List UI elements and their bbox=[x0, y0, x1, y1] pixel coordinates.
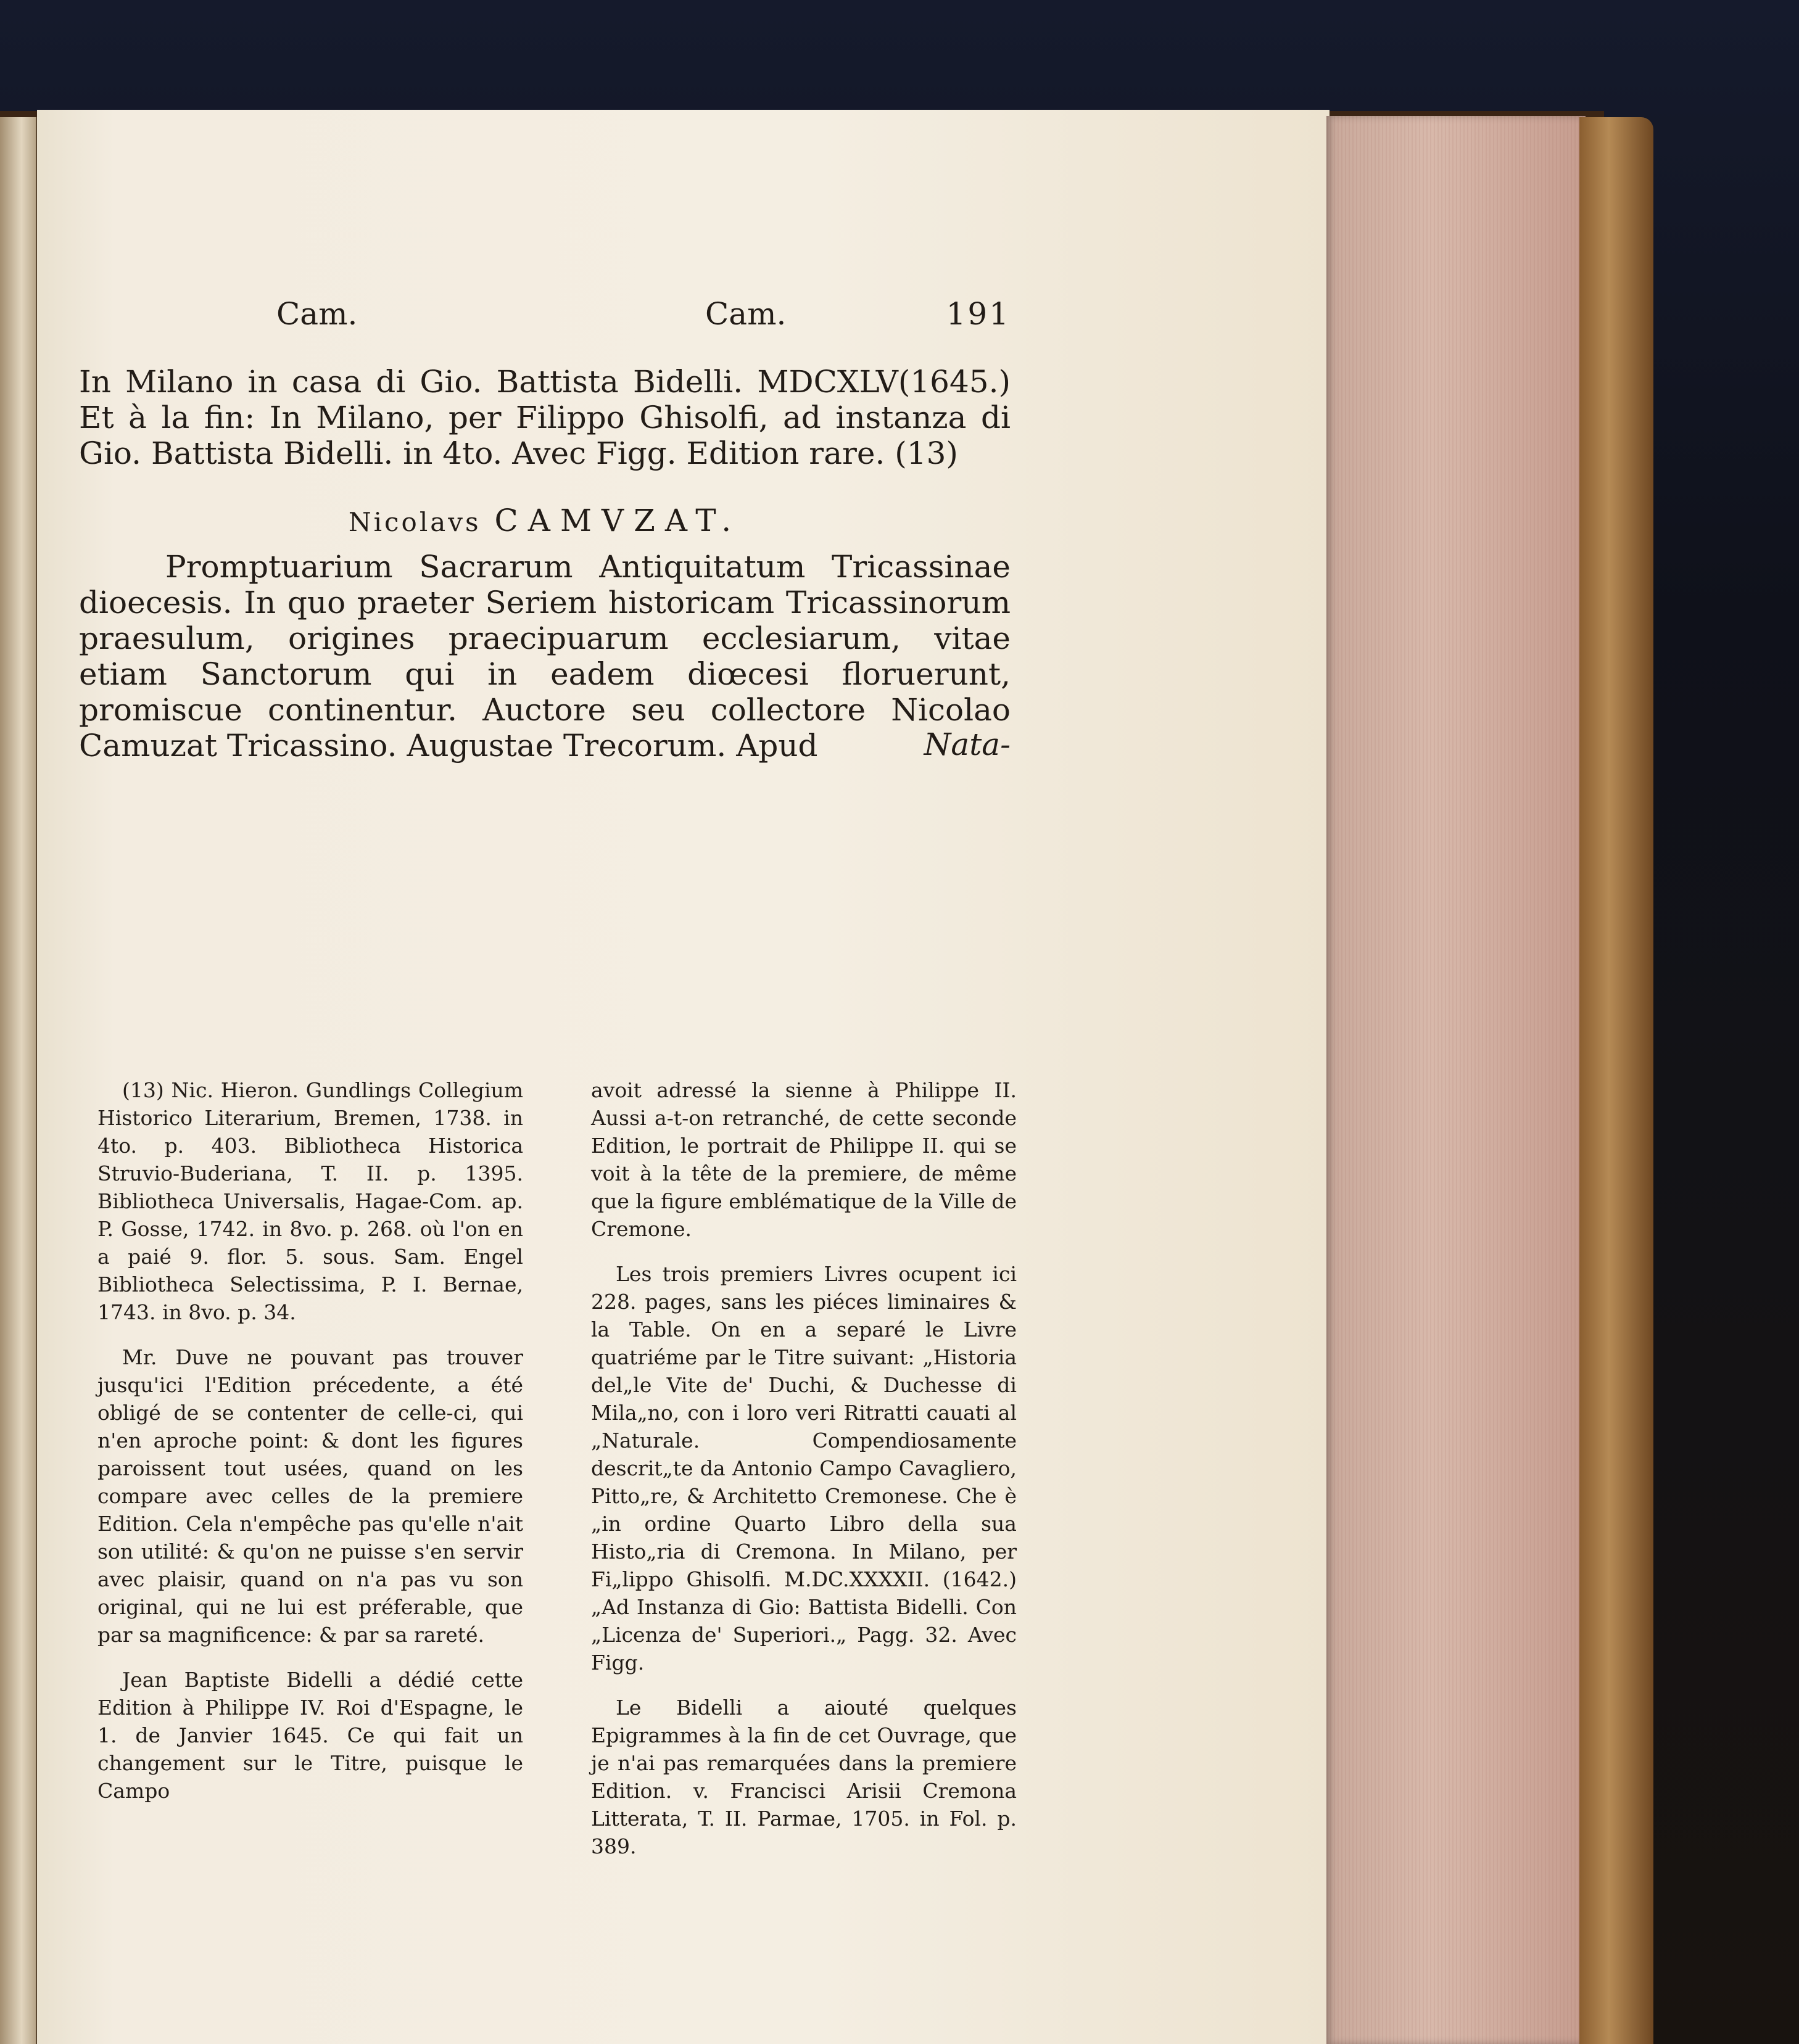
author-first-name: Nicolavs bbox=[348, 507, 481, 537]
page-number: 191 bbox=[946, 296, 1011, 332]
leather-cover bbox=[1579, 117, 1653, 2044]
book-entry-text: Promptuarium Sacrarum Antiquitatum Tricassinae dioecesis. In quo praeter Seriem historicam Tricassinorum praesulum, origines praecipuarum ecclesiarum, vitae etiam Sanctorum qui in eadem diœcesi floruerunt, promiscue continentur. Auctore seu collectore Nicolao Camuzat Tricassino. Augustae Trecorum. Apud bbox=[79, 549, 1011, 764]
facing-page-edge bbox=[0, 117, 38, 2044]
footnote-paragraph: Mr. Duve ne pouvant pas trouver jusqu'ici l'Edition précedente, a été obligé de se contenter de celle-ci, qui n'en aproche point: & dont les figures paroissent tout usées, quand on les compare avec celles de la premiere Edition. Cela n'empêche pas qu'elle n'ait son utilité: & qu'on ne puisse s'en servir avec plaisir, quand on n'a pas vu son original, qui ne lui est préferable, que par sa magnificence: & par sa rareté. bbox=[97, 1345, 523, 1647]
running-head-left: Cam. bbox=[276, 296, 358, 332]
footnote-paragraph: Les trois premiers Livres ocupent ici 228. pages, sans les piéces liminaires & la Table. On en a separé le Livre quatriéme par le Titre suivant: „Historia del„le Vite de' Duchi, & Duchesse di Mila„no, con i loro veri Ritratti cauati al „Naturale. Compendiosamente descrit„te da Antonio Campo Cavagliero, Pitto„re, & Architetto Cremonese. Che è „in ordine Quarto Libro della sua Histo„ria di Cremona. In Milano, per Fi„lippo Ghisolfi. M.DC.XXXXII. (1642.) „Ad Instanza di Gio: Battista Bidelli. Con „Licenza de' Superiori.„ Pagg. 32. Avec Figg. bbox=[591, 1262, 1017, 1675]
running-head bbox=[79, 296, 1011, 358]
continued-entry-text: In Milano in casa di Gio. Battista Bidelli. MDCXLV(1645.) Et à la fin: In Milano, per Filippo Ghisolfi, ad instanza di Gio. Battista Bidelli. in 4to. Avec Figg. Edition rare. (13) bbox=[79, 364, 1011, 471]
footnote-column-right bbox=[591, 1076, 1017, 1877]
author-heading bbox=[79, 503, 1011, 538]
footnote-paragraph: (13) Nic. Hieron. Gundlings Collegium Historico Literarium, Bremen, 1738. in 4to. p. 403. Bibliotheca Historica Struvio-Buderiana, T. II. p. 1395. Bibliotheca Universalis, Hagae-Com. ap. P. Gosse, 1742. in 8vo. p. 268. où l'on en a paié 9. flor. 5. sous. Sam. Engel Bibliotheca Selectissima, P. I. Bernae, 1743. in 8vo. p. 34. bbox=[97, 1078, 523, 1324]
author-surname: CAMVZAT. bbox=[494, 503, 742, 538]
page-fore-edge bbox=[1326, 116, 1586, 2044]
footnote-paragraph: Jean Baptiste Bidelli a dédié cette Edition à Philippe IV. Roi d'Espagne, le 1. de Janvier 1645. Ce qui fait un changement sur le Titre, puisque le Campo bbox=[97, 1668, 523, 1803]
running-head-center: Cam. bbox=[705, 296, 787, 332]
book-entry bbox=[79, 549, 1011, 764]
footnote-paragraph: Le Bidelli a aiouté quelques Epigrammes à la fin de cet Ouvrage, que je n'ai pas remarquées dans la premiere Edition. v. Francisci Arisii Cremona Litterata, T. II. Parmae, 1705. in Fol. p. 389. bbox=[591, 1696, 1017, 1858]
continued-entry bbox=[79, 364, 1011, 471]
footnote-paragraph: avoit adressé la sienne à Philippe II. Aussi a-t-on retranché, de cette seconde Edition, le portrait de Philippe II. qui se voit à la tête de la premiere, de même que la figure emblématique de la Ville de Cremone. bbox=[591, 1078, 1017, 1241]
catchword: Nata- bbox=[924, 727, 1011, 762]
footnote-column-left bbox=[97, 1076, 523, 1822]
